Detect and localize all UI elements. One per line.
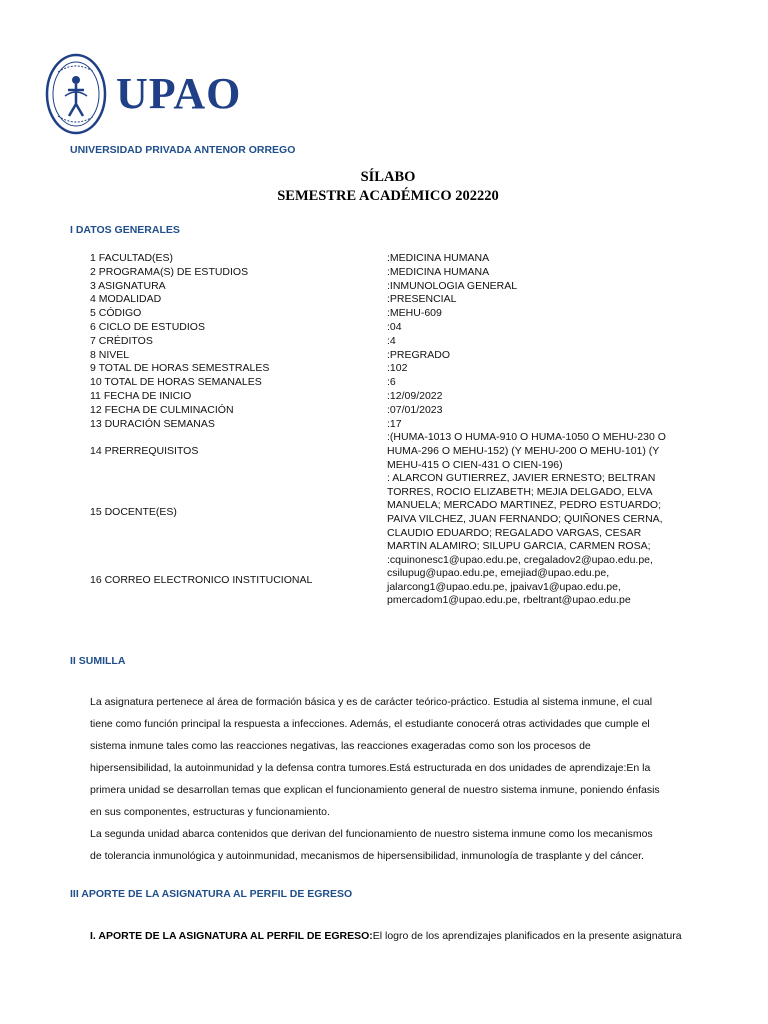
row-value: :INMUNOLOGIA GENERAL [387, 279, 518, 292]
row-value [387, 431, 670, 472]
aporte-bold-lead: I. APORTE DE LA ASIGNATURA AL PERFIL DE EGRESO: [90, 930, 373, 942]
row-value [387, 472, 670, 554]
value-line: MARTIN ALAMIRO; SILUPU GARCIA, CARMEN ROSA; [387, 540, 651, 553]
section-heading-datos: I DATOS GENERALES [70, 224, 180, 236]
row-label: 15 DOCENTE(ES) [90, 506, 177, 519]
value-line: :(HUMA-1013 O HUMA-910 O HUMA-1050 O MEHU-230 O [387, 431, 666, 444]
row-value: :MEHU-609 [387, 307, 442, 320]
row-value [387, 554, 670, 608]
datos-row [90, 266, 670, 280]
aporte-text: El logro de los aprendizajes planificados en la presente asignatura [372, 930, 682, 942]
section-heading-sumilla: II SUMILLA [70, 655, 126, 667]
row-label: 5 CÓDIGO [90, 307, 142, 320]
value-line: HUMA-296 O MEHU-152) (Y MEHU-200 O MEHU-101) (Y [387, 444, 660, 457]
row-label: 2 PROGRAMA(S) DE ESTUDIOS [90, 265, 249, 278]
value-line: CLAUDIO EDUARDO; REGALADO VARGAS, CESAR [387, 526, 642, 539]
row-value: :07/01/2023 [387, 403, 443, 416]
value-line: pmercadom1@upao.edu.pe, rbeltrant@upao.edu.pe [387, 594, 631, 607]
datos-row [90, 404, 670, 418]
row-label: 3 ASIGNATURA [90, 279, 166, 292]
row-label: 4 MODALIDAD [90, 293, 162, 306]
row-label: 16 CORREO ELECTRONICO INSTITUCIONAL [90, 573, 313, 586]
datos-row [90, 252, 670, 266]
datos-row [90, 349, 670, 363]
row-label: 12 FECHA DE CULMINACIÓN [90, 403, 234, 416]
value-line: MEHU-415 O CIEN-431 O CIEN-196) [387, 458, 563, 471]
sumilla-text [90, 691, 665, 867]
row-value: :MEDICINA HUMANA [387, 252, 490, 264]
row-value: :04 [387, 320, 402, 333]
row-value: :PREGRADO [387, 348, 451, 361]
datos-row [90, 293, 670, 307]
sumilla-paragraph-2: La segunda unidad abarca contenidos que derivan del funcionamiento de nuestro sistema inmune como los mecanismos de tolerancia inmunológica y autoinmunidad, mecanismos de hipersensibilidad, inmunología de trasplante y del cáncer. [90, 828, 653, 862]
row-label: 1 FACULTAD(ES) [90, 252, 174, 264]
logo-text: UPAO [116, 69, 242, 118]
row-value: :6 [387, 376, 396, 389]
datos-row [90, 418, 670, 432]
row-label: 11 FECHA DE INICIO [90, 389, 192, 402]
row-prerrequisitos [90, 431, 670, 472]
value-line: TORRES, ROCIO ELIZABETH; MEJIA DELGADO, ELVA [387, 485, 653, 498]
datos-row [90, 280, 670, 294]
row-label: 13 DURACIÓN SEMANAS [90, 417, 215, 430]
row-correo [90, 554, 670, 608]
row-value: :17 [387, 417, 402, 430]
value-line: csilupug@upao.edu.pe, emejiad@upao.edu.pe, [387, 567, 610, 580]
row-label: 9 TOTAL DE HORAS SEMESTRALES [90, 362, 270, 375]
value-line: PAIVA VILCHEZ, JUAN FERNANDO; QUIÑONES CERNA, [387, 512, 663, 525]
value-line: : ALARCON GUTIERREZ, JAVIER ERNESTO; BELTRAN [387, 472, 656, 485]
header [44, 52, 241, 136]
row-docentes [90, 472, 670, 554]
datos-row [90, 335, 670, 349]
row-label: 7 CRÉDITOS [90, 334, 153, 347]
row-label: 10 TOTAL DE HORAS SEMANALES [90, 376, 262, 389]
datos-row [90, 390, 670, 404]
datos-generales-table [90, 252, 670, 608]
section-heading-aporte: III APORTE DE LA ASIGNATURA AL PERFIL DE EGRESO [70, 888, 353, 900]
datos-row [90, 321, 670, 335]
datos-row [90, 376, 670, 390]
document-title: SÍLABO [360, 169, 416, 185]
row-value: :102 [387, 362, 408, 375]
row-value: :12/09/2022 [387, 389, 443, 402]
row-value: :PRESENCIAL [387, 293, 457, 306]
row-label: 6 CICLO DE ESTUDIOS [90, 320, 205, 333]
value-line: MANUELA; MERCADO MARTINEZ, PEDRO ESTUARDO; [387, 499, 662, 512]
row-value: :MEDICINA HUMANA [387, 265, 490, 278]
university-name: UNIVERSIDAD PRIVADA ANTENOR ORREGO [70, 144, 296, 156]
datos-row [90, 307, 670, 321]
row-label: 14 PRERREQUISITOS [90, 444, 199, 457]
value-line: jalarcong1@upao.edu.pe, jpaivav1@upao.edu.pe, [387, 580, 621, 593]
row-label: 8 NIVEL [90, 348, 130, 361]
datos-row [90, 362, 670, 376]
value-line: :cquinonesc1@upao.edu.pe, cregaladov2@upao.edu.pe, [387, 553, 653, 566]
row-value: :4 [387, 334, 396, 347]
aporte-paragraph [90, 930, 682, 942]
sumilla-paragraph-1: La asignatura pertenece al área de formación básica y es de carácter teórico-práctico. Estudia al sistema inmune, el cual tiene como función principal la respuesta a infecciones. Además, el estudiante conocerá otras actividades que cumple el sistema inmune tales como las reacciones negativas, las reacciones exageradas como son los procesos de hipersensibilidad, la autoinmunidad y la defensa contra tumores.Está estructurada en dos unidades de aprendizaje:En la primera unidad se desarrollan temas que explican el funcionamiento general de nuestro sistema inmune, poniendo énfasis en sus componentes, estructuras y funcionamiento. [90, 696, 660, 818]
university-seal-icon [44, 52, 108, 136]
semester-title: SEMESTRE ACADÉMICO 202220 [277, 188, 499, 204]
